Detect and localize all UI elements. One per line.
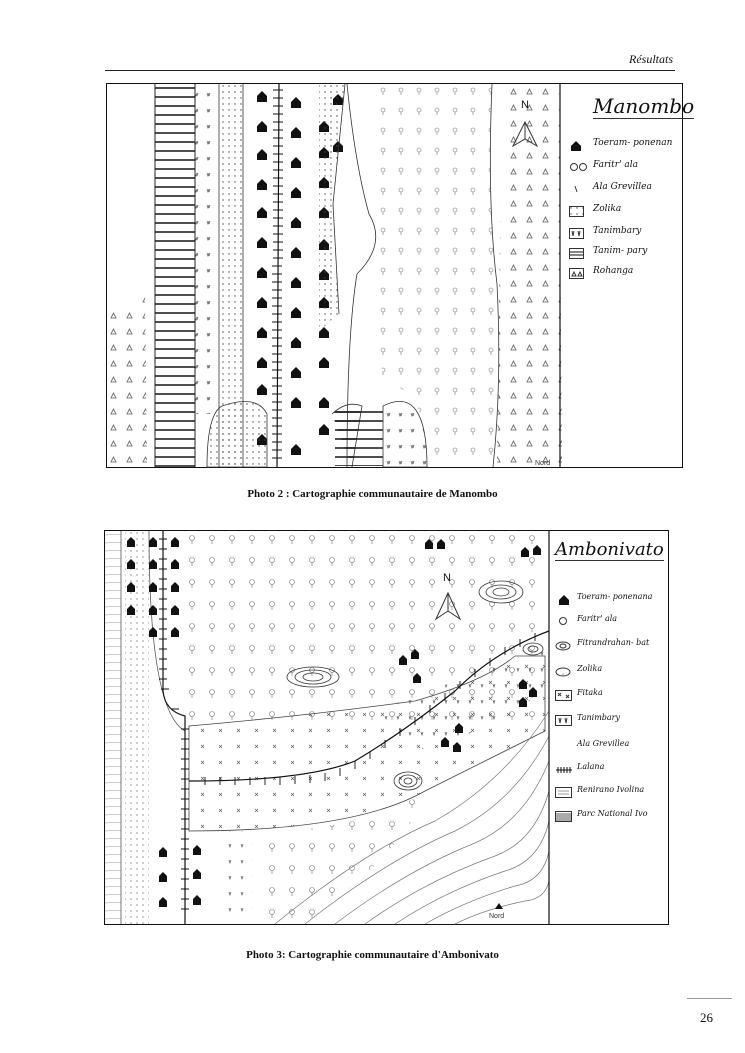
ambonivato-map-photo: [104, 530, 669, 925]
ambonivato-legend: [551, 531, 668, 924]
legend-item: Fitaka: [555, 689, 573, 707]
legend-item: Tanim- pary: [569, 247, 585, 265]
section-title: Résultats: [629, 52, 673, 66]
manombo-map-photo: [106, 83, 695, 468]
grevillea-icon: [555, 741, 573, 753]
legend-item: Tanimbary: [555, 714, 573, 732]
legend-item: Toeram- ponenana: [557, 593, 571, 611]
grass-pattern-icon: [555, 715, 573, 727]
tree-icon: [557, 616, 571, 628]
running-header: [105, 50, 675, 71]
legend-item: Toeram- ponenan: [569, 139, 583, 157]
cross-pattern-icon: [555, 690, 573, 702]
footer-divider: [687, 998, 732, 999]
legend-item: Faritr' ala: [557, 615, 571, 633]
legend-item: Rohanga: [569, 267, 585, 285]
grevillea-icon: [569, 184, 583, 196]
dots-pattern-icon: [555, 666, 573, 678]
page-number: 26: [700, 1010, 713, 1025]
legend-item: Ala Grevillea: [569, 183, 583, 201]
legend-item: Faritr' ala: [569, 161, 589, 179]
manombo-legend: [563, 84, 695, 467]
line-pattern-icon: [555, 787, 573, 799]
house-icon: [557, 594, 571, 606]
stripes-pattern-icon: [555, 811, 573, 823]
north-label: N: [521, 99, 529, 111]
stripes-pattern-icon: [569, 248, 585, 260]
tree-icon: [569, 162, 589, 174]
north-label-bottom: Nord: [535, 460, 551, 467]
figure-caption-1: Photo 2 : Cartographie communautaire de Manombo: [247, 488, 498, 500]
house-icon: [569, 140, 583, 152]
map-title: Manombo: [593, 94, 695, 118]
legend-item: Zolika: [555, 665, 573, 683]
spiral-icon: [555, 640, 573, 652]
dots-pattern-icon: [569, 206, 585, 218]
legend-item: Renirano Ivolina: [555, 786, 573, 804]
grass-pattern-icon: [569, 228, 585, 240]
legend-item: Ala Grevillea: [555, 740, 573, 758]
legend-item: Lalana: [555, 763, 573, 781]
north-label: N: [443, 572, 451, 584]
legend-item: Zolika: [569, 205, 585, 223]
triangle-pattern-icon: [569, 268, 585, 280]
legend-item: Fitrandrahan- bat: [555, 639, 573, 657]
figure-caption-2: Photo 3: Cartographie communautaire d'Ambonivato: [246, 949, 499, 961]
legend-item: Tanimbary: [569, 227, 585, 245]
map-title: Ambonivato: [555, 539, 664, 560]
legend-item: Parc National Ivo: [555, 810, 573, 828]
north-label-bottom: Nord: [489, 913, 505, 920]
rail-icon: [555, 764, 573, 776]
